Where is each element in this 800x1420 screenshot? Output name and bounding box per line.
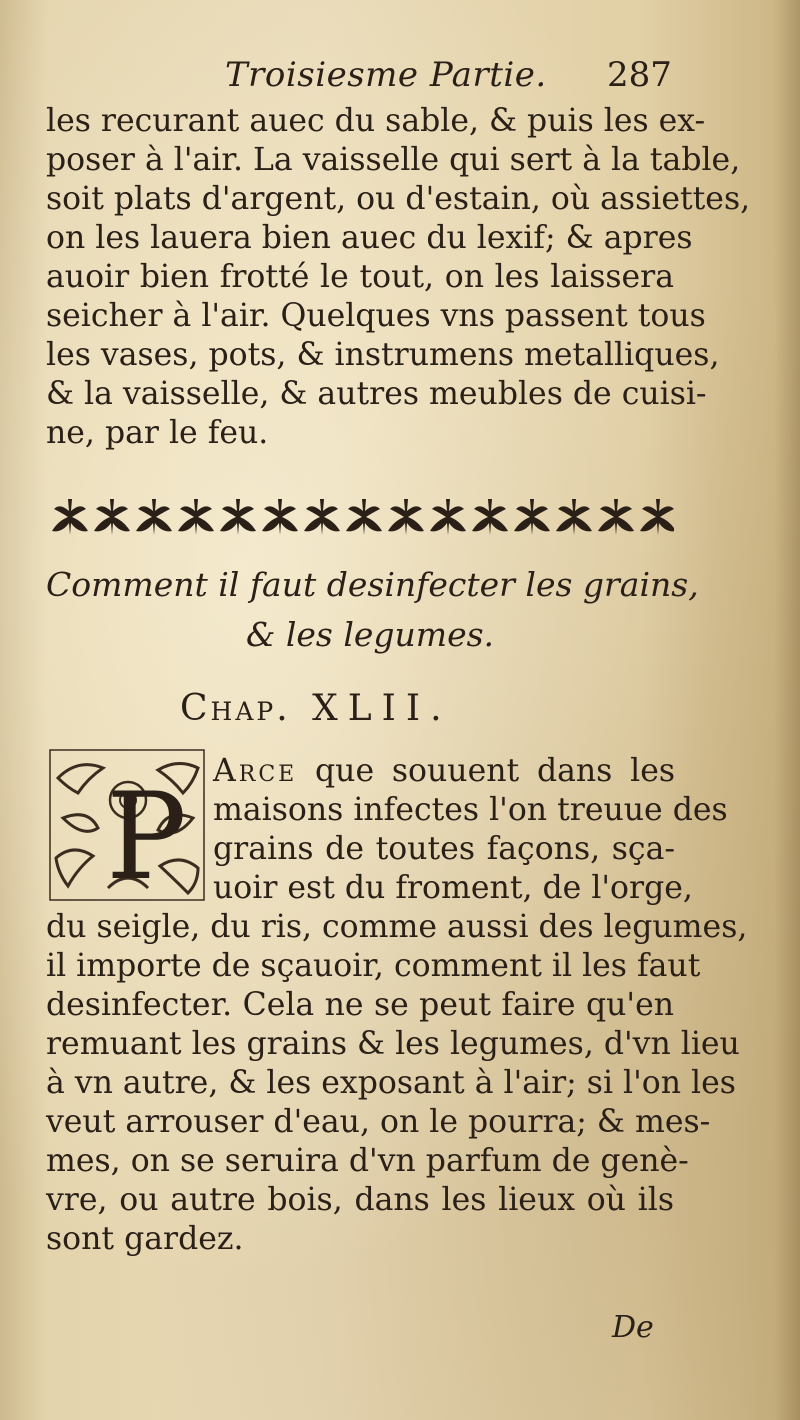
- text-line: desinfecter. Cela ne se peut faire qu'en: [46, 987, 674, 1023]
- fleuron-icon: [94, 499, 130, 535]
- paragraph-1: [46, 102, 751, 453]
- fleuron-ornament-band: [46, 495, 674, 539]
- text-line: seicher à l'air. Quelques vns passent tous: [46, 298, 706, 334]
- text-line: [213, 752, 675, 791]
- fleuron-icon: [136, 499, 172, 535]
- text-line: poser à l'air. La vaisselle qui sert à la table,: [46, 142, 741, 178]
- fleuron-icon: [220, 499, 256, 535]
- running-title: Troisiesme Partie.: [225, 55, 547, 95]
- text-line: veut arrouser d'eau, on le pourra; & mes-: [46, 1104, 711, 1140]
- section-title: [46, 560, 699, 660]
- drop-cap-letter: P: [106, 768, 187, 902]
- fleuron-icon: [52, 499, 88, 535]
- text-line: les vases, pots, & instrumens metalliques,: [46, 337, 720, 373]
- fleuron-icon: [388, 499, 424, 535]
- text-line: il importe de sçauoir, comment il les faut: [46, 948, 701, 984]
- text-line: du seigle, du ris, comme aussi des legumes,: [46, 909, 748, 945]
- fleuron-icon: [640, 499, 674, 535]
- decorated-initial-letter: [48, 748, 206, 902]
- fleuron-icon: [178, 499, 214, 535]
- paragraph-2-indented: [213, 752, 728, 908]
- fleuron-icon: [472, 499, 508, 535]
- section-title-line-1: Comment il faut desinfecter les grains,: [46, 565, 699, 604]
- text-line: remuant les grains & les legumes, d'vn lieu: [46, 1026, 740, 1062]
- text-line: ne, par le feu.: [46, 415, 269, 451]
- text-line: mes, on se seruira d'vn parfum de genè-: [46, 1143, 689, 1179]
- text-line: auoir bien frotté le tout, on les laissera: [46, 259, 674, 295]
- text-line: on les lauera bien auec du lexif; & apres: [46, 220, 693, 256]
- fleuron-icon: [514, 499, 550, 535]
- chapter-label: Chap.: [180, 688, 291, 729]
- chapter-number: XLII.: [312, 688, 452, 729]
- text-line: soit plats d'argent, ou d'estain, où assiettes,: [46, 181, 751, 217]
- page-number: 287: [607, 55, 672, 95]
- fleuron-icon: [346, 499, 382, 535]
- text-line: vre, ou autre bois, dans les lieux où ils: [46, 1182, 674, 1218]
- text-line: les recurant auec du sable, & puis les ex-: [46, 103, 706, 139]
- text-line: & la vaisselle, & autres meubles de cuisi-: [46, 376, 707, 412]
- text-line: à vn autre, & les exposant à l'air; si l'on les: [46, 1065, 736, 1101]
- text-fragment: que souuent dans les: [297, 753, 675, 789]
- section-title-line-2: & les legumes.: [245, 615, 495, 654]
- chapter-first-word: Arce: [213, 753, 298, 789]
- chapter-heading: [180, 688, 452, 729]
- text-line: grains de toutes façons, sça-: [213, 831, 675, 867]
- paragraph-2: [46, 908, 748, 1259]
- fleuron-icon: [430, 499, 466, 535]
- fleuron-icon: [556, 499, 592, 535]
- fleuron-icon: [304, 499, 340, 535]
- text-line: maisons infectes l'on treuue des: [213, 792, 728, 828]
- fleuron-icon: [598, 499, 634, 535]
- text-line: sont gardez.: [46, 1221, 244, 1257]
- fleuron-icon: [262, 499, 298, 535]
- text-line: uoir est du froment, de l'orge,: [213, 870, 693, 906]
- catchword: De: [612, 1310, 654, 1345]
- page-header: [0, 55, 800, 105]
